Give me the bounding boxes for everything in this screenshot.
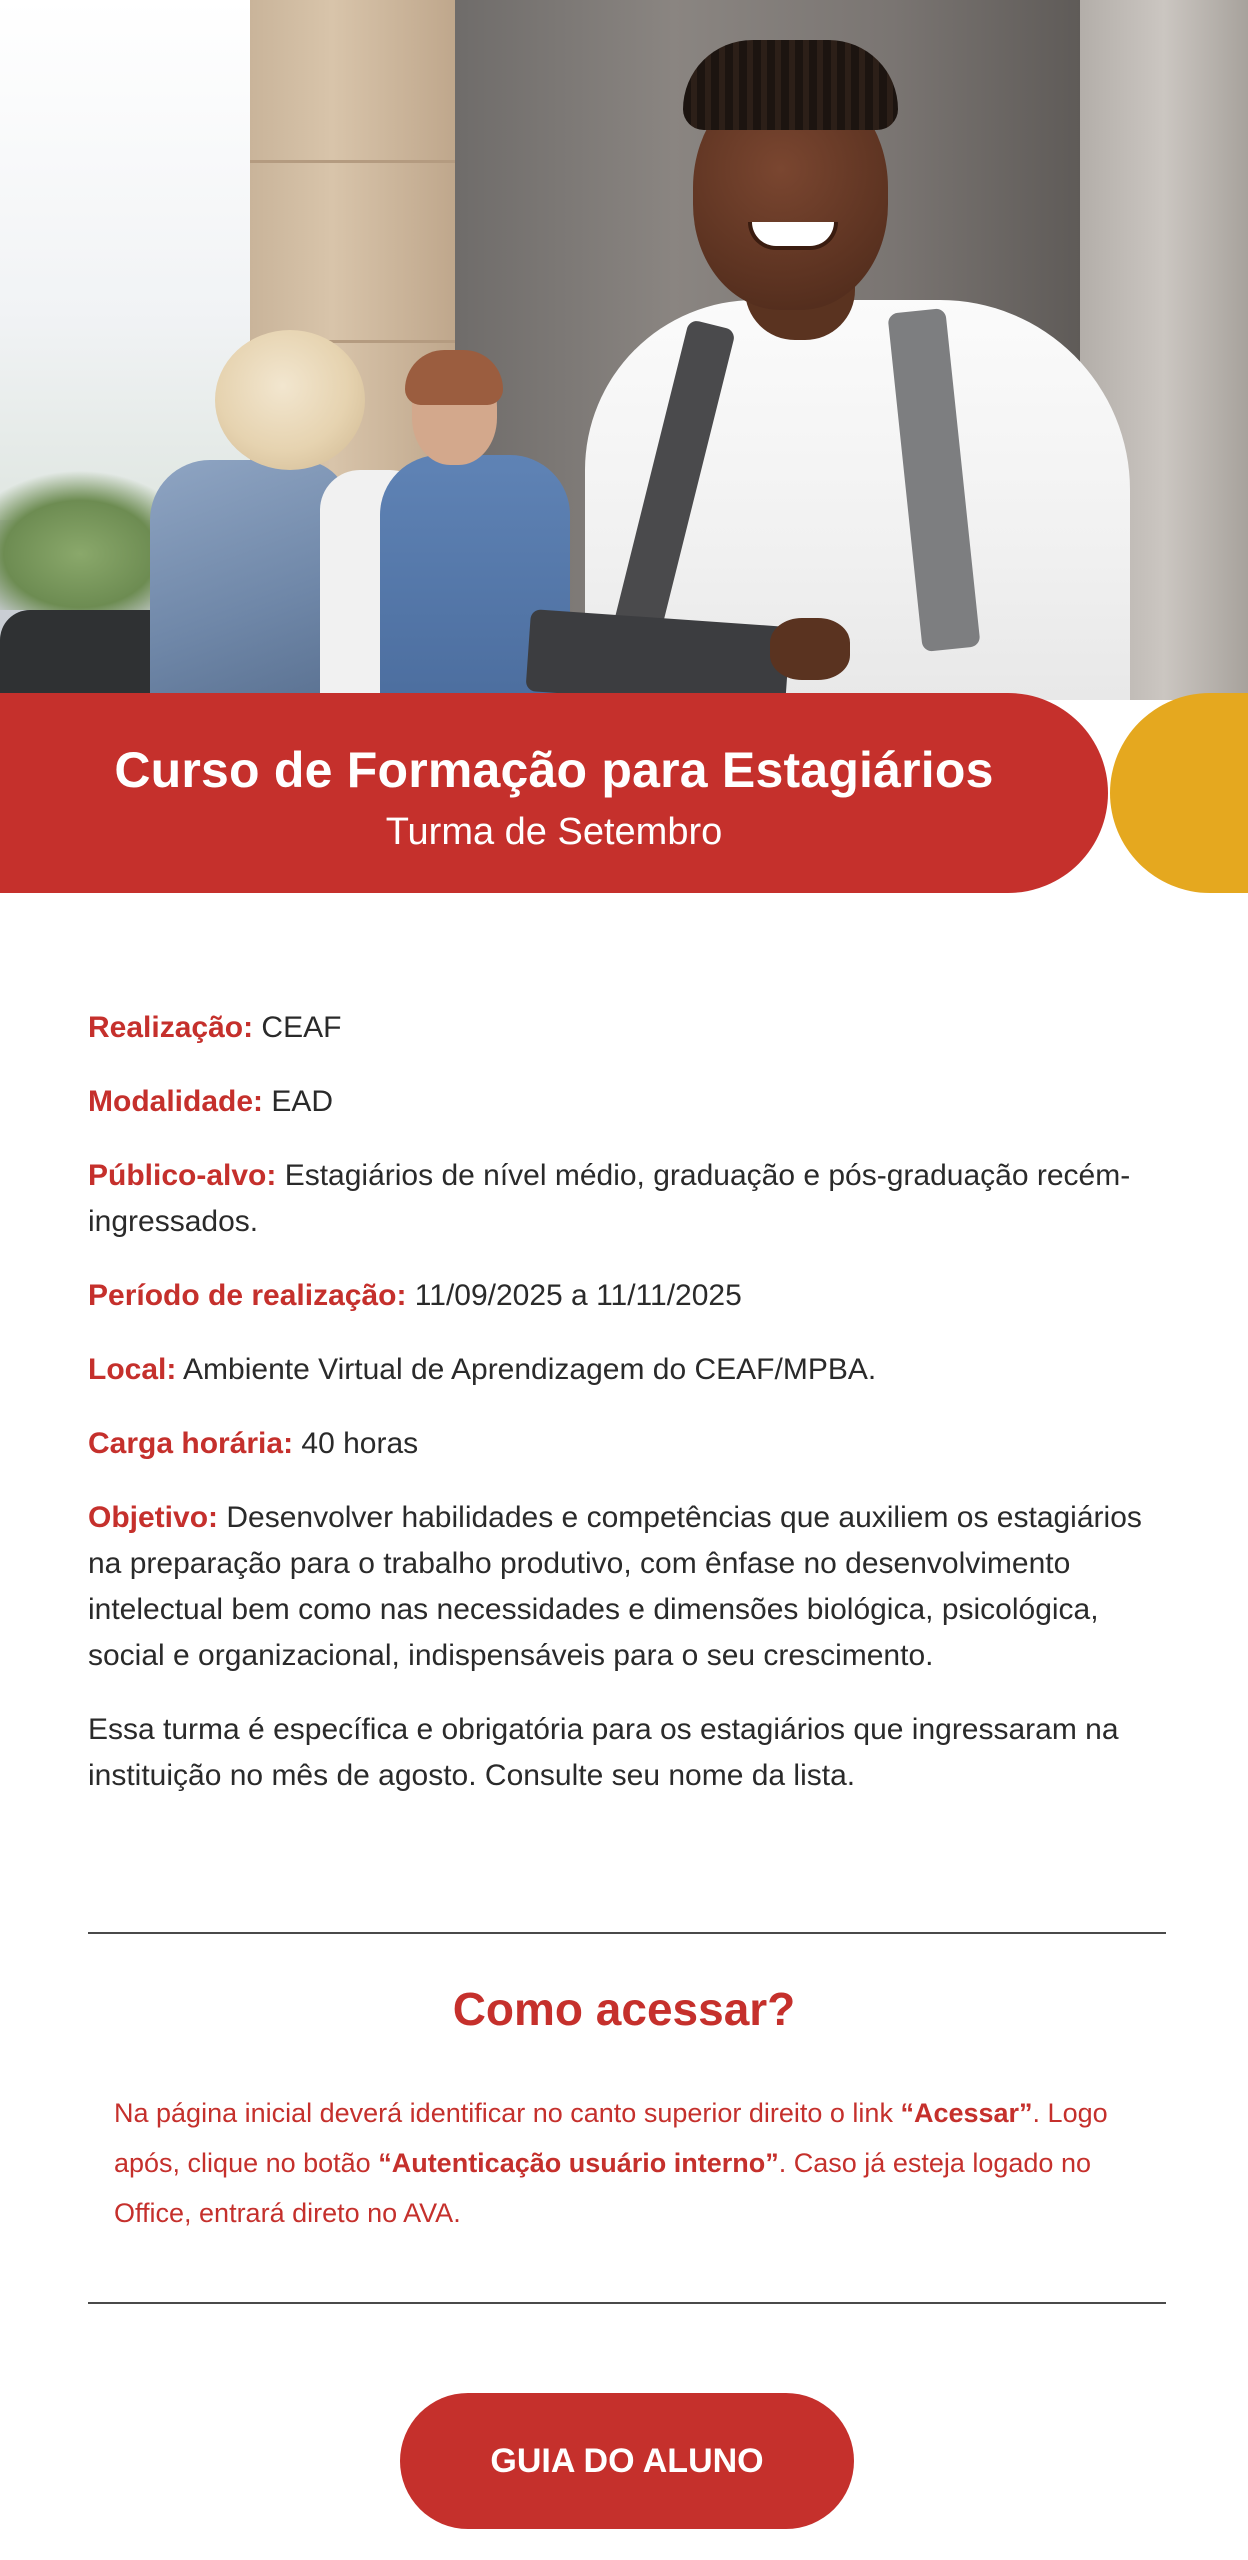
course-title: Curso de Formação para Estagiários: [114, 742, 994, 798]
info-value: 40 horas: [301, 1427, 419, 1460]
decorative-yellow-shape: [1110, 693, 1248, 893]
background-student-3-hair: [405, 350, 503, 405]
how-text-part: . Logo após, clique no botão: [114, 2098, 1108, 2178]
how-to-access-text: [114, 2088, 1144, 2238]
info-periodo: [88, 1273, 1168, 1319]
student-hand: [770, 618, 850, 680]
acessar-link-name: “Acessar”: [900, 2098, 1033, 2128]
divider: [88, 2302, 1166, 2304]
title-banner: [0, 693, 1108, 893]
info-label: Modalidade:: [88, 1085, 264, 1118]
hero-photo: [0, 0, 1248, 700]
info-value: Ambiente Virtual de Aprendizagem do CEAF/MPBA.: [183, 1353, 877, 1386]
how-text-part: Na página inicial deverá identificar no canto superior direito o link: [114, 2098, 901, 2128]
info-publico: [88, 1153, 1168, 1245]
student-smile: [748, 222, 838, 250]
how-text-part: . Caso já esteja logado no Office, entrará direto no AVA.: [114, 2148, 1091, 2228]
auth-button-name: “Autenticação usuário interno”: [378, 2148, 779, 2178]
info-value: Estagiários de nível médio, graduação e pós-graduação recém-ingressados.: [88, 1159, 1131, 1238]
info-label: Público-alvo:: [88, 1159, 277, 1192]
info-value: 11/09/2025 a 11/11/2025: [414, 1279, 742, 1312]
info-modalidade: [88, 1079, 1168, 1125]
how-to-access-title: Como acessar?: [452, 1983, 796, 2035]
pillar-seam: [250, 160, 455, 163]
info-note: Essa turma é específica e obrigatória para os estagiários que ingressaram na instituição no mês de agosto. Consulte seu nome da lista.: [88, 1713, 1119, 1792]
divider: [88, 1932, 1166, 1934]
info-carga: [88, 1421, 1168, 1467]
info-value: EAD: [271, 1085, 334, 1118]
info-local: [88, 1347, 1168, 1393]
info-label: Carga horária:: [88, 1427, 294, 1460]
info-value: CEAF: [261, 1011, 342, 1044]
student-hair: [683, 40, 898, 130]
student-guide-button[interactable]: GUIA DO ALUNO: [400, 2393, 854, 2529]
background-student-1-hair: [215, 330, 365, 470]
info-label: Local:: [88, 1353, 177, 1386]
course-subtitle: Turma de Setembro: [385, 811, 723, 853]
info-label: Período de realização:: [88, 1279, 407, 1312]
course-info: [88, 1005, 1168, 1827]
info-label: Objetivo:: [88, 1501, 219, 1534]
info-label: Realização:: [88, 1011, 254, 1044]
info-value: Desenvolver habilidades e competências que auxiliem os estagiários na preparação para o trabalho produtivo, com ênfase no desenvolvimento intelectual bem como nas necessidades e dimensões biológica, psicológica, social e organizacional, indispensáveis para o seu crescimento.: [88, 1501, 1142, 1672]
info-realizacao: [88, 1005, 1168, 1051]
info-objetivo: [88, 1495, 1168, 1679]
